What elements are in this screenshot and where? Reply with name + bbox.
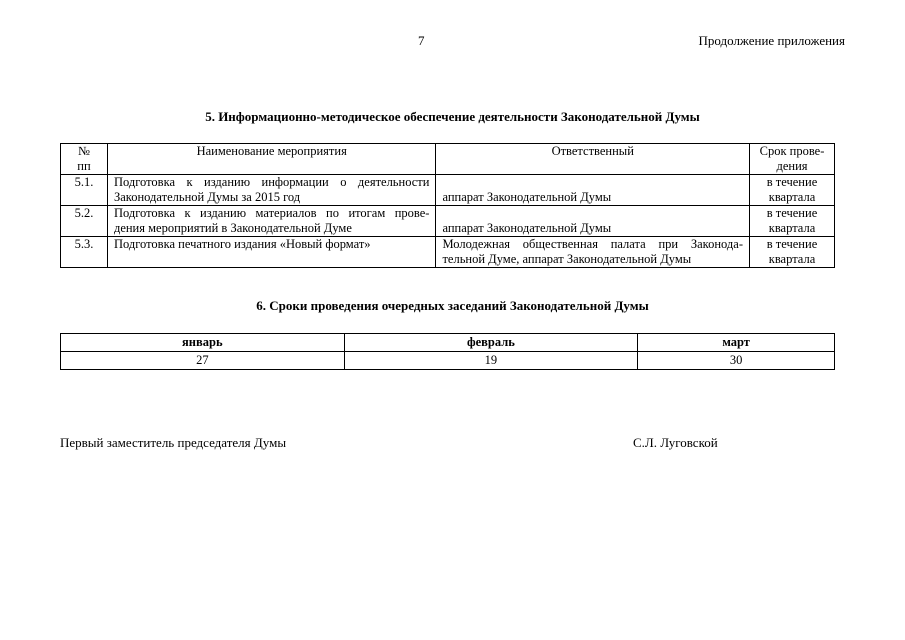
- row-responsible: [436, 206, 750, 237]
- table-row: [61, 237, 835, 268]
- row-number: 5.3.: [61, 237, 108, 268]
- row-number: 5.2.: [61, 206, 108, 237]
- column-header-name: Наименование мероприятия: [107, 144, 436, 175]
- session-day: 19: [344, 352, 638, 370]
- row-responsible: [436, 175, 750, 206]
- row-event-name-line2: Законодательной Думы за 2015 год: [113, 190, 301, 204]
- section-6-title: 6. Сроки проведения очередных заседаний Законодательной Думы: [256, 298, 649, 313]
- column-header-number: [61, 144, 108, 175]
- row-event-name-line1: Подготовка к изданию материалов по итогам прове-: [113, 206, 430, 220]
- row-responsible-line2: тельной Думе, аппарат Законодательной Думы: [442, 252, 692, 266]
- schedule-table: [60, 333, 835, 370]
- row-responsible-line2: аппарат Законодательной Думы: [442, 221, 612, 235]
- events-table: [60, 143, 835, 268]
- column-header-number-line1: №: [78, 144, 90, 158]
- row-responsible: [436, 237, 750, 268]
- row-term-line1: в течение: [766, 237, 818, 251]
- events-table-header: [61, 144, 835, 175]
- row-number: 5.1.: [61, 175, 108, 206]
- table-row: [61, 206, 835, 237]
- continuation-label: Продолжение приложения: [698, 33, 845, 48]
- section-5-title: 5. Информационно-методическое обеспечение деятельности Законодательной Думы: [205, 109, 700, 124]
- column-header-term: [750, 144, 835, 175]
- row-responsible-line1: Молодежная общественная палата при Законода-: [442, 237, 744, 251]
- row-term-line1: в течение: [766, 175, 818, 189]
- row-term-line2: квартала: [768, 252, 816, 266]
- row-term: [750, 237, 835, 268]
- month-header: февраль: [344, 334, 638, 352]
- row-term: [750, 206, 835, 237]
- column-header-term-line1: Срок прове-: [759, 144, 825, 158]
- table-row: [61, 175, 835, 206]
- column-header-term-line2: дения: [776, 159, 808, 173]
- row-term-line1: в течение: [766, 206, 818, 220]
- month-header: январь: [61, 334, 345, 352]
- schedule-days-row: [61, 352, 835, 370]
- row-event-name: [107, 237, 436, 268]
- month-header: март: [638, 334, 835, 352]
- row-responsible-line2: аппарат Законодательной Думы: [442, 190, 612, 204]
- session-day: 30: [638, 352, 835, 370]
- schedule-months-row: [61, 334, 835, 352]
- row-term-line2: квартала: [768, 190, 816, 204]
- row-event-name: [107, 206, 436, 237]
- row-event-name-line1: Подготовка печатного издания «Новый формат»: [113, 237, 371, 251]
- row-event-name-line1: Подготовка к изданию информации о деятельности: [113, 175, 430, 189]
- row-event-name: [107, 175, 436, 206]
- row-term: [750, 175, 835, 206]
- page-number: 7: [418, 33, 425, 48]
- column-header-number-line2: пп: [77, 159, 91, 173]
- row-event-name-line2: дения мероприятий в Законодательной Думе: [113, 221, 352, 235]
- signer-name: С.Л. Луговской: [633, 435, 718, 450]
- column-header-responsible: Ответственный: [436, 144, 750, 175]
- row-term-line2: квартала: [768, 221, 816, 235]
- signer-title: Первый заместитель председателя Думы: [60, 435, 287, 450]
- session-day: 27: [61, 352, 345, 370]
